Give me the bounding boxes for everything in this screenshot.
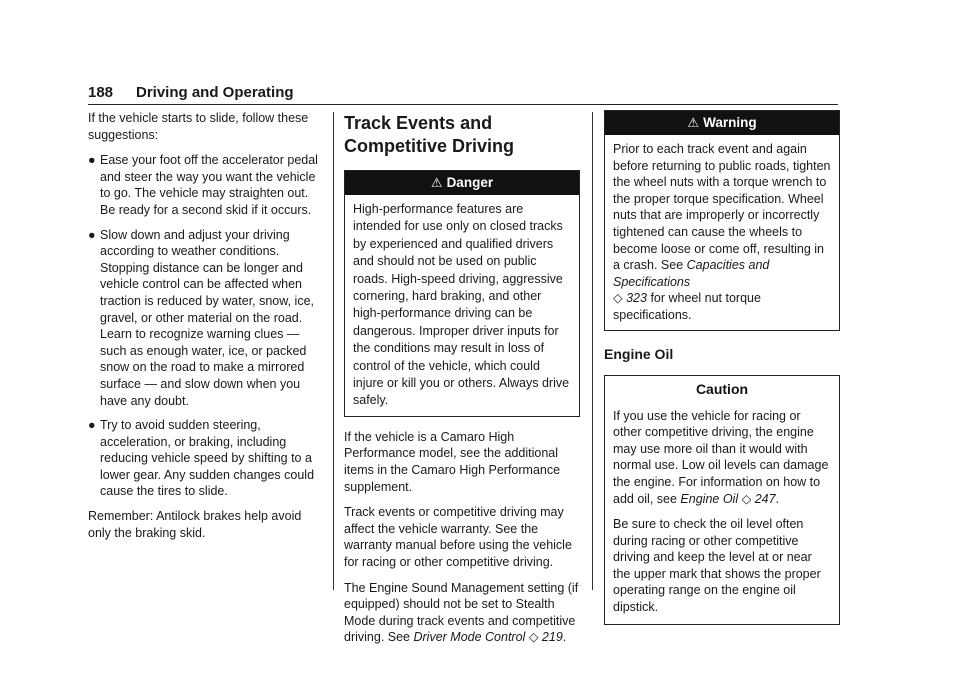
list-item: ● Slow down and adjust your driving according to weather conditions. Stopping distance can be longer and vehicle control can be affected when traction is reduced by water, snow, ice, gravel, or other material on the road. Learn to recognize warning clues — such as enough water, ice, or packed snow on the road to make a mirrored surface — and slow down when you have any doubt. xyxy=(88,227,314,408)
danger-header: ⚠ Danger xyxy=(345,171,579,195)
column-divider xyxy=(333,112,334,590)
section-heading: Track Events and Competitive Driving xyxy=(344,113,515,156)
page-ref-icon: ◇ xyxy=(741,491,752,506)
page-ref[interactable]: 323 xyxy=(626,291,647,306)
caution-header: Caution xyxy=(605,376,839,402)
danger-box xyxy=(344,170,580,417)
intro-text: If the vehicle starts to slide, follow these suggestions: xyxy=(88,111,309,142)
cross-reference-link[interactable]: Capacities and Specifications xyxy=(613,258,770,289)
column-3 xyxy=(604,110,840,637)
page-ref-icon: ◇ xyxy=(528,630,539,645)
page-header xyxy=(88,84,838,105)
paragraph: If the vehicle is a Camaro High Performance model, see the additional items in the Camaro High Performance supplement. xyxy=(344,429,561,494)
list-item: ● Ease your foot off the accelerator pedal and steer the way you want the vehicle to go. The vehicle may straighten out. Be ready for a second skid if it occurs. xyxy=(88,153,318,217)
column-1 xyxy=(88,110,326,550)
bullet-icon: ● xyxy=(88,227,96,242)
list-item: ● Try to avoid sudden steering, acceleration, or braking, including reducing vehicle speed by shifting to a lower gear. Any sudden changes could cause the tires to slide. xyxy=(88,418,315,499)
caution-box xyxy=(604,375,840,625)
warning-triangle-icon: ⚠ xyxy=(430,175,443,190)
page-ref[interactable]: 247 xyxy=(754,491,776,506)
bullet-icon: ● xyxy=(88,418,96,433)
remember-text: Remember: Antilock brakes help avoid only the braking skid. xyxy=(88,509,302,540)
cross-reference-link[interactable]: Driver Mode Control xyxy=(413,630,526,645)
bullet-icon: ● xyxy=(88,153,96,168)
page-ref-icon: ◇ xyxy=(613,291,623,306)
column-divider xyxy=(592,112,593,590)
paragraph: The Engine Sound Management setting (if equipped) should not be set to Stealth Mode during track events and competitive driving. See Driver Mode Control ◇ 219. xyxy=(344,580,579,645)
paragraph: Track events or competitive driving may affect the vehicle warranty. See the warranty manual before using the vehicle for racing or other competitive driving. xyxy=(344,505,572,570)
warning-box xyxy=(604,110,840,331)
caution-body: If you use the vehicle for racing or other competitive driving, the engine may use more oil than it would with normal use. Low oil levels can damage the engine. For information on how to add oil, see Engine Oil ◇ 247. Be sure to check the oil level often during racing or other competitive driving and keep the level at or near the upper mark that shows the proper operating range on the engine oil dipstick. xyxy=(613,408,829,615)
section-title: Driving and Operating xyxy=(136,84,294,101)
page-ref[interactable]: 219 xyxy=(541,630,563,645)
warning-header: ⚠ Warning xyxy=(605,111,839,135)
subsection-heading: Engine Oil xyxy=(604,345,674,362)
warning-body: Prior to each track event and again before returning to public roads, tighten the wheel nuts with a torque wrench to the proper torque specification. Wheel nuts that are improperly or incorrectly tightened can cause the wheels to become loose or come off, resulting in a crash. See Capacities and Specifications ◇ 323 for wheel nut torque specifications. xyxy=(613,142,831,322)
danger-body: High-performance features are intended for use only on closed tracks by experienced and qualified drivers and should not be used on public roads. High-speed driving, aggressive cornering, hard braking, and other high-performance driving can be dangerous. Improper driver inputs for the conditions may result in loss of control of the vehicle, which could injure or kill you or others. Always drive safely. xyxy=(353,202,570,408)
column-2 xyxy=(344,110,580,655)
page-number: 188 xyxy=(88,84,114,101)
cross-reference-link[interactable]: Engine Oil xyxy=(680,491,739,506)
warning-triangle-icon: ⚠ xyxy=(687,115,700,130)
